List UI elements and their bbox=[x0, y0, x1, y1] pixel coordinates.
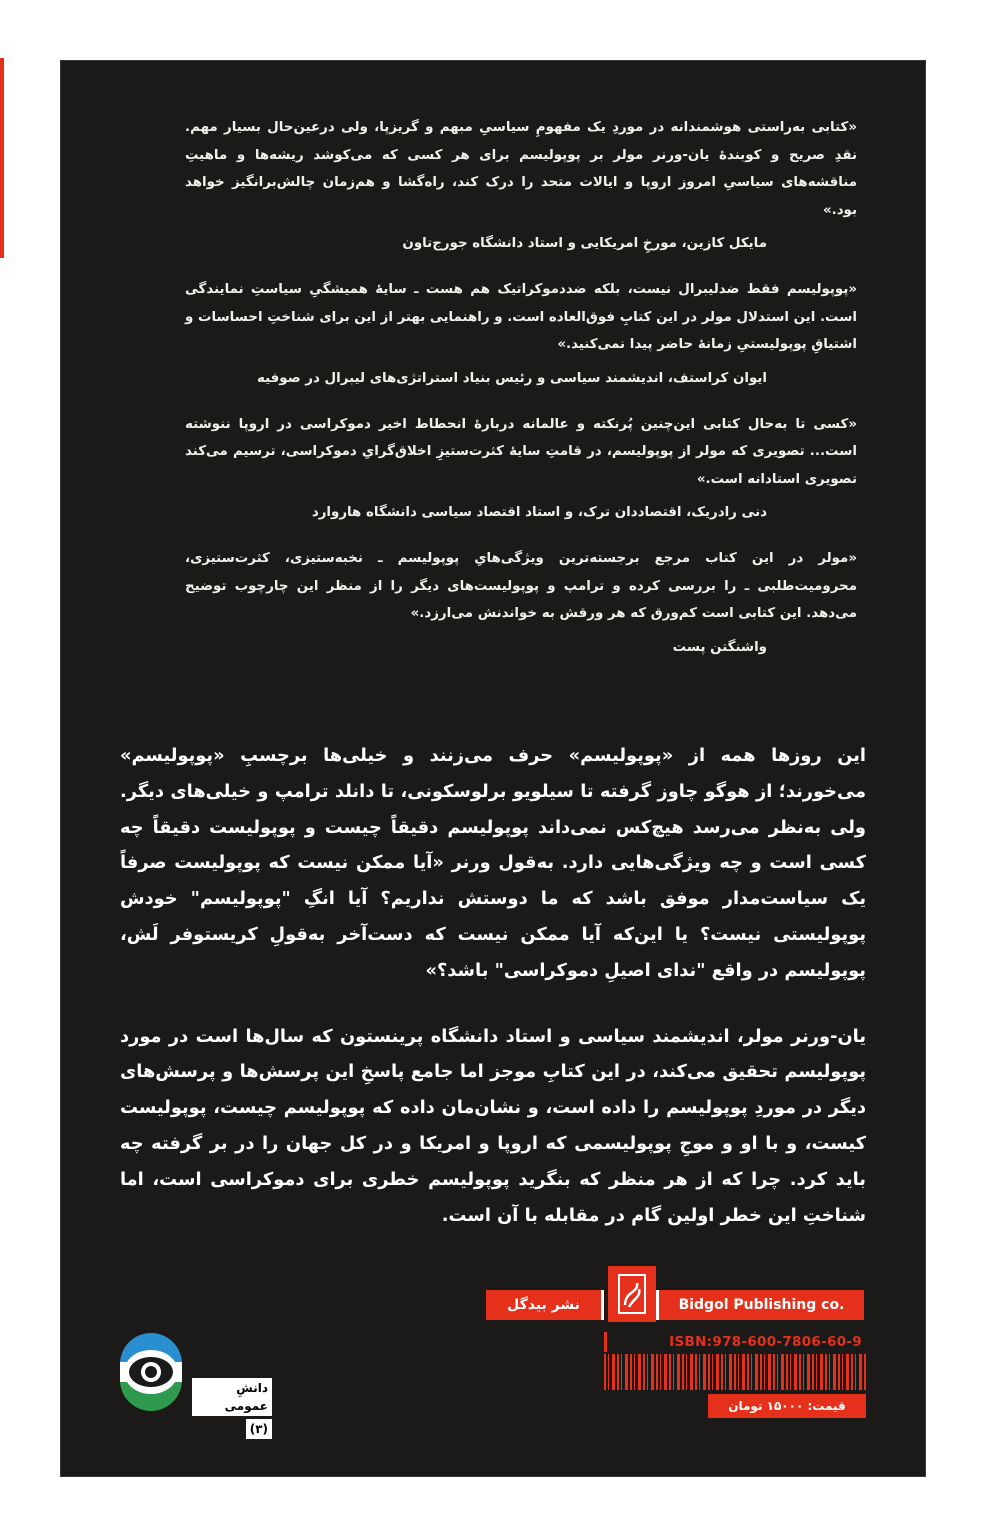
price-label: قیمت: ۱۵۰۰۰ تومان bbox=[708, 1394, 866, 1418]
book-blurb bbox=[120, 738, 866, 1233]
endorsement-attribution: دنی رادریک، اقتصاددان ترک، و استاد اقتصاد سیاسی دانشگاه هاروارد bbox=[311, 505, 767, 520]
blurb-paragraph: این روزها همه از «پوپولیسم» حرف می‌زنند و خیلی‌ها برچسبِ «پوپولیسم» می‌خورند؛ از هوگو چاوز گرفته تا سیلویو برلوسکونی، تا دانلد ترامپ و خیلی‌های دیگر. ولی به‌نظر می‌رسد هیچ‌کس نمی‌داند پوپولیسم دقیقاً چیست و پوپولیست دقیقاً چه کسی است و چه ویژگی‌هایی دارد. به‌قول ورنر «آیا ممکن نیست که پوپولیست صرفاً یک سیاست‌مدار موفق باشد که ما دوستش نداریم؟ آیا انگِ "پوپولیسم" خودش پوپولیستی نیست؟ یا این‌که آیا ممکن نیست که دست‌آخر به‌قولِ کریستوفر لَش، پوپولیسم در واقع "ندای اصیلِ دموکراسی" باشد؟» bbox=[120, 745, 866, 981]
publisher-logo-icon bbox=[608, 1266, 656, 1322]
endorsement-text: «مولر در این کتاب مرجع برجسته‌ترین ویژگی‌هایِ پوپولیسم ـ نخبه‌ستیزی، کثرت‌ستیزی، محرومیت‌طلبی ـ را بررسی کرده و ترامپ و پوپولیست‌های دیگر را از منظر این چارچوب توضیح می‌دهد. این کتابی است کم‌ورق که هر ورقش به خواندنش می‌ارزد.» bbox=[185, 551, 857, 621]
endorsement-3 bbox=[185, 411, 857, 526]
publisher-block bbox=[507, 1266, 866, 1420]
endorsement-attribution: واشنگتن پست bbox=[672, 639, 767, 655]
endorsement-text: «پوپولیسم فقط ضدلیبرال نیست، بلکه ضددموکراتیک هم هست ـ سایهٔ همیشگیِ سیاستِ نمایندگی است. این استدلال مولر در این کتابِ فوق‌العاده است. و راهنمایی بهتر از این برای شناختِ احساسات و اشتیاقِ پوپولیستیِ زمانهٔ حاضر پیدا نمی‌کنید.» bbox=[185, 282, 857, 352]
page-edge-mark bbox=[0, 58, 4, 258]
series-number: (۳) bbox=[246, 1419, 272, 1439]
publisher-name-en: Bidgol Publishing co. bbox=[656, 1290, 864, 1320]
endorsement-attribution: مایکل کازین، مورخِ امریکایی و استاد دانشگاه جورج‌تاون bbox=[402, 236, 767, 251]
endorsement-text: «کسی تا به‌حال کتابی این‌چنین پُرنکته و عالمانه دربارهٔ انحطاط اخیر دموکراسی در اروپا ننوشته است... تصویری که مولر از پوپولیسم، در قامتِ سایهٔ کثرت‌ستیزِ اخلاق‌گرایِ دموکراسی، ترسیم می‌کند تصویری استادانه است.» bbox=[185, 416, 857, 487]
series-label bbox=[192, 1378, 272, 1439]
endorsement-1 bbox=[185, 114, 857, 256]
series-name: دانشِ عمومی bbox=[192, 1378, 272, 1416]
endorsement-4 bbox=[185, 545, 857, 660]
series-eye-logo-icon bbox=[118, 1324, 184, 1420]
publisher-name-fa: نشر بیدگل bbox=[486, 1290, 604, 1320]
blurb-paragraph: یان-ورنر مولر، اندیشمند سیاسی و استاد دانشگاه پرینستون که سال‌ها است در مورد پوپولیسم تحقیق می‌کند، در این کتابِ موجز اما جامع پاسخِ این پرسش‌ها و پرسش‌های دیگر در موردِ پوپولیسم را داده است، و نشان‌مان داده که پوپولیسم چیست، پوپولیست کیست، و با او و موجِ پوپولیسمی که اروپا و امریکا و در کل جهان را در بر گرفته چه باید کرد. چرا که از هر منظر که بنگرید پوپولیسم خطری برای دموکراسی است، اما شناختِ این خطر اولین گام در مقابله با آن است. bbox=[120, 1025, 866, 1226]
barcode-icon bbox=[604, 1354, 866, 1390]
endorsements bbox=[185, 114, 857, 680]
isbn: ISBN:978-600-7806-60-9 bbox=[604, 1332, 866, 1352]
endorsement-text: «کتابی به‌راستی هوشمندانه در موردِ یک مفهومِ سیاسیِ مبهم و گریزپا، ولی درعین‌حال بسیار مهم. نقدِ صریح و کوبندهٔ یان-ورنر مولر بر پوپولیسم برای هر کسی که می‌کوشد ریشه‌ها و ماهیتِ مناقشه‌های سیاسیِ امروز اروپا و ایالات متحد را درک کند، راه‌گشا و هم‌زمان چالش‌برانگیز خواهد بود.» bbox=[185, 120, 857, 218]
endorsement-attribution: ایوان کراستف، اندیشمند سیاسی و رئیس بنیاد استراتژی‌های لیبرال در صوفیه bbox=[256, 370, 767, 386]
endorsement-2 bbox=[185, 276, 857, 391]
